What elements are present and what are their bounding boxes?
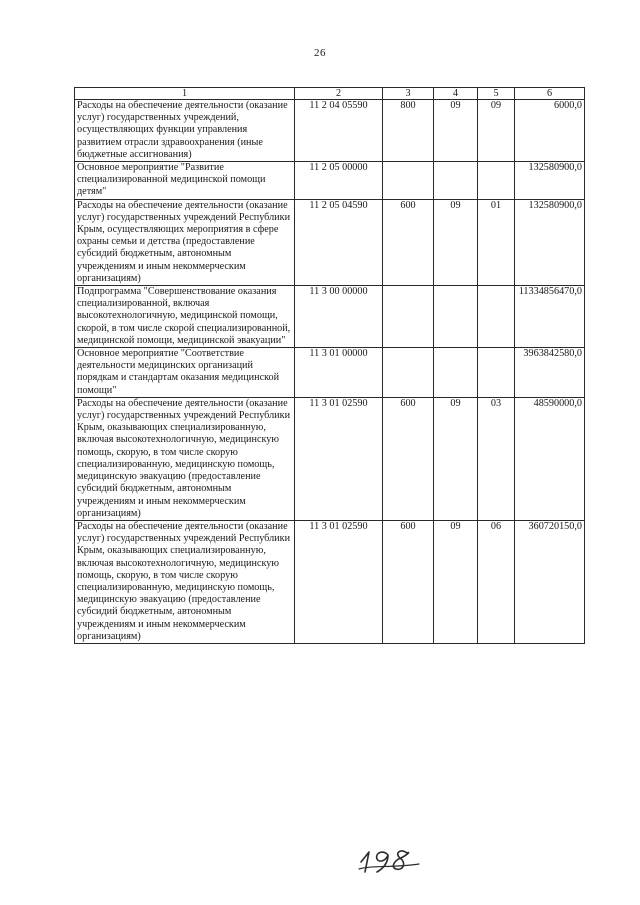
row-pr-cell: 06: [478, 520, 515, 643]
header-col-2: 2: [295, 88, 383, 100]
row-code-cell: 11 3 00 00000: [295, 286, 383, 348]
header-col-3: 3: [383, 88, 434, 100]
header-col-4: 4: [434, 88, 478, 100]
row-name-cell: Расходы на обеспечение деятельности (оказание услуг) государственных учреждений Республики Крым, оказывающих специализированную, включая высокотехнологичную, медицинскую помощь, скорую, в том числе скорую специализированную, медицинскую помощь, медицинскую эвакуацию (предоставление субсидий бюджетным, автономным учреждениям и иным некоммерческим организациям): [75, 397, 295, 520]
row-rz-cell: 09: [434, 397, 478, 520]
row-vr-cell: [383, 348, 434, 398]
row-pr-cell: 09: [478, 100, 515, 162]
page-number: 26: [314, 47, 326, 59]
table-row: [75, 100, 585, 162]
row-pr-cell: 01: [478, 199, 515, 285]
row-rz-cell: 09: [434, 199, 478, 285]
row-pr-cell: 03: [478, 397, 515, 520]
table-row: [75, 199, 585, 285]
row-rz-cell: [434, 348, 478, 398]
row-name-cell: Основное мероприятие "Соответствие деятельности медицинских организаций порядкам и стандартам оказания медицинской помощи": [75, 348, 295, 398]
row-name-cell: Расходы на обеспечение деятельности (оказание услуг) государственных учреждений, осуществляющих функции управления развитием отрасли здравоохранения (иные бюджетные ассигнования): [75, 100, 295, 162]
row-code-cell: 11 2 04 05590: [295, 100, 383, 162]
row-name-cell: Подпрограмма "Совершенствование оказания специализированной, включая высокотехнологичную, медицинской помощи, скорой, в том числе скорой специализированной, медицинской помощи, медицинской эвакуации": [75, 286, 295, 348]
row-sum-cell: 132580900,0: [515, 199, 585, 285]
row-code-cell: 11 3 01 02590: [295, 520, 383, 643]
header-col-1: 1: [75, 88, 295, 100]
row-sum-cell: 132580900,0: [515, 162, 585, 200]
row-sum-cell: 3963842580,0: [515, 348, 585, 398]
row-vr-cell: 800: [383, 100, 434, 162]
row-sum-cell: 48590000,0: [515, 397, 585, 520]
row-rz-cell: [434, 286, 478, 348]
table-row: [75, 397, 585, 520]
row-vr-cell: 600: [383, 199, 434, 285]
row-rz-cell: [434, 162, 478, 200]
row-code-cell: 11 3 01 02590: [295, 397, 383, 520]
header-col-5: 5: [478, 88, 515, 100]
row-vr-cell: 600: [383, 397, 434, 520]
row-code-cell: 11 2 05 04590: [295, 199, 383, 285]
table-row: [75, 286, 585, 348]
row-vr-cell: [383, 162, 434, 200]
row-vr-cell: 600: [383, 520, 434, 643]
header-col-6: 6: [515, 88, 585, 100]
handwritten-page-number: [355, 838, 425, 874]
row-rz-cell: 09: [434, 100, 478, 162]
row-sum-cell: 360720150,0: [515, 520, 585, 643]
row-name-cell: Расходы на обеспечение деятельности (оказание услуг) государственных учреждений Республики Крым, оказывающих специализированную, включая высокотехнологичную, медицинскую помощь, скорую, в том числе скорую специализированную, медицинскую помощь, медицинскую эвакуацию (предоставление субсидий бюджетным, автономным учреждениям и иным некоммерческим организациям): [75, 520, 295, 643]
row-name-cell: Основное мероприятие "Развитие специализированной медицинской помощи детям": [75, 162, 295, 200]
budget-table: [74, 87, 585, 644]
row-sum-cell: 11334856470,0: [515, 286, 585, 348]
row-pr-cell: [478, 348, 515, 398]
row-code-cell: 11 2 05 00000: [295, 162, 383, 200]
row-pr-cell: [478, 286, 515, 348]
table-header-row: [75, 88, 585, 100]
table-row: [75, 162, 585, 200]
row-code-cell: 11 3 01 00000: [295, 348, 383, 398]
row-vr-cell: [383, 286, 434, 348]
table-row: [75, 520, 585, 643]
row-pr-cell: [478, 162, 515, 200]
row-sum-cell: 6000,0: [515, 100, 585, 162]
row-rz-cell: 09: [434, 520, 478, 643]
table-row: [75, 348, 585, 398]
row-name-cell: Расходы на обеспечение деятельности (оказание услуг) государственных учреждений Республики Крым, осуществляющих мероприятия в сфере охраны семьи и детства (предоставление субсидий бюджетным, автономным учреждениям и иным некоммерческим организациям): [75, 199, 295, 285]
